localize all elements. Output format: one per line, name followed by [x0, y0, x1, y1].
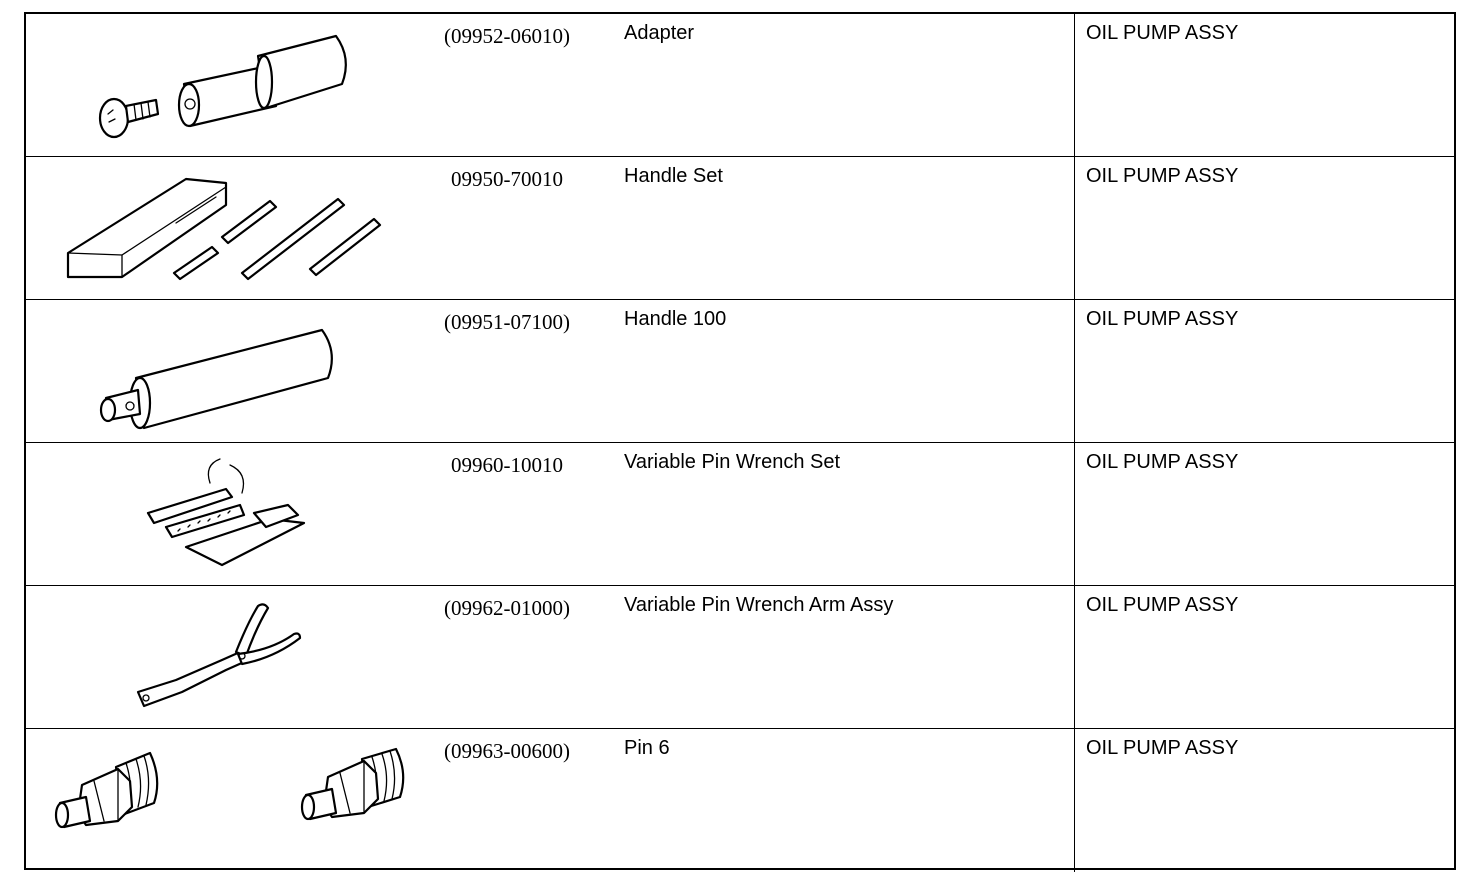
part-number: (09963-00600) — [444, 739, 570, 763]
usage-text: OIL PUMP ASSY — [1086, 451, 1239, 473]
part-number: 09950-70010 — [451, 167, 563, 191]
column-divider — [1074, 14, 1075, 156]
usage-text: OIL PUMP ASSY — [1086, 737, 1239, 759]
handle-set-icon — [26, 157, 426, 300]
part-number: (09951-07100) — [444, 310, 570, 334]
pin-wrench-arm-icon — [26, 586, 426, 729]
column-divider — [1074, 443, 1075, 585]
part-number: 09960-10010 — [451, 453, 563, 477]
table-row — [26, 443, 1454, 586]
tool-name: Variable Pin Wrench Arm Assy — [624, 594, 894, 616]
tool-name: Pin 6 — [624, 737, 670, 759]
usage-text: OIL PUMP ASSY — [1086, 594, 1239, 616]
part-number: (09962-01000) — [444, 596, 570, 620]
sst-table — [24, 12, 1456, 870]
handle-icon — [26, 300, 426, 443]
table-row — [26, 14, 1454, 157]
column-divider — [1074, 729, 1075, 872]
tool-name: Handle 100 — [624, 308, 727, 330]
table-row — [26, 157, 1454, 300]
tool-name: Adapter — [624, 22, 695, 44]
tool-name: Handle Set — [624, 165, 723, 187]
table-row — [26, 729, 1454, 872]
table-row — [26, 586, 1454, 729]
column-divider — [1074, 586, 1075, 728]
tool-name: Variable Pin Wrench Set — [624, 451, 841, 473]
usage-text: OIL PUMP ASSY — [1086, 308, 1239, 330]
usage-text: OIL PUMP ASSY — [1086, 22, 1239, 44]
part-number: (09952-06010) — [444, 24, 570, 48]
adapter-icon — [26, 14, 426, 157]
pin-icon — [26, 729, 426, 872]
usage-text: OIL PUMP ASSY — [1086, 165, 1239, 187]
table-row — [26, 300, 1454, 443]
column-divider — [1074, 300, 1075, 442]
column-divider — [1074, 157, 1075, 299]
pin-wrench-set-icon — [26, 443, 426, 586]
